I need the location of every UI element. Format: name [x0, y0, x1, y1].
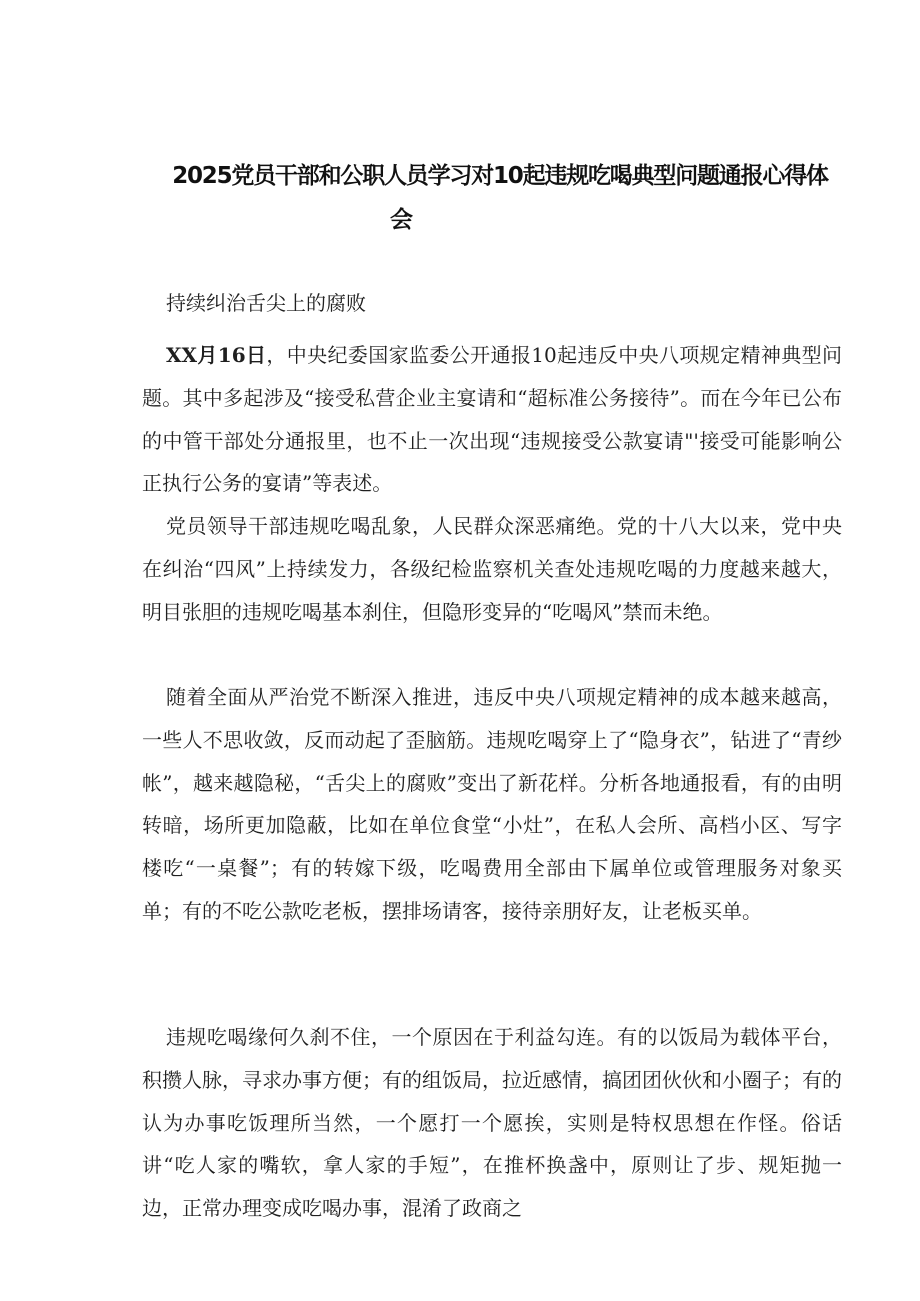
- paragraph-4: 违规吃喝缘何久刹不住，一个原因在于利益勾连。有的以饭局为载体平台，积攒人脉，寻求办事方便；有的组饭局，拉近感情，搞团团伙伙和小圈子；有的认为办事吃饭理所当然，一个愿打一个愿挨，实则是特权思想在作怪。俗话讲“吃人家的嘴软，拿人家的手短”，在推杯换盏中，原则让了步、规矩抛一边，正常办理变成吃喝办事，混淆了政商之: [142, 1025, 842, 1221]
- paragraph-1-text: ，中央纪委国家监委公开通报10起违反中央八项规定精神典型问题。其中多起涉及“接受私营企业主宴请和“超标准公务接待”。而在今年已公布的中管干部处分通报里，也不止一次出现“违规接受公款宴请"'接受可能影响公正执行公务的宴请”等表述。: [142, 343, 842, 496]
- document-title-line-1: 2025党员干部和公职人员学习对10起违规吃喝典型问题通报心得体: [172, 163, 828, 189]
- paragraph-1-lead: XX月16日: [166, 343, 267, 367]
- paragraph-2: 党员领导干部违规吃喝乱象，人民群众深恶痛绝。党的十八大以来，党中央在纠治“四风”上持续发力，各级纪检监察机关查处违规吃喝的力度越来越大，明目张胆的违规吃喝基本刹住，但隐形变异的“吃喝风”禁而未绝。: [142, 514, 842, 624]
- paragraph-3: 随着全面从严治党不断深入推进，违反中央八项规定精神的成本越来越高，一些人不思收敛，反而动起了歪脑筋。违规吃喝穿上了“隐身衣”，钻进了“青纱帐”，越来越隐秘，“舌尖上的腐败”变出了新花样。分析各地通报看，有的由明转暗，场所更加隐蔽，比如在单位食堂“小灶”，在私人会所、高档小区、写字楼吃“一桌餐”；有的转嫁下级，吃喝费用全部由下属单位或管理服务对象买单；有的不吃公款吃老板，摆排场请客，接待亲朋好友，让老板买单。: [142, 685, 842, 923]
- paragraph-1: [142, 334, 842, 505]
- document-subtitle: 持续纠治舌尖上的腐败: [166, 291, 366, 315]
- document-title-line-2: 会: [390, 207, 412, 233]
